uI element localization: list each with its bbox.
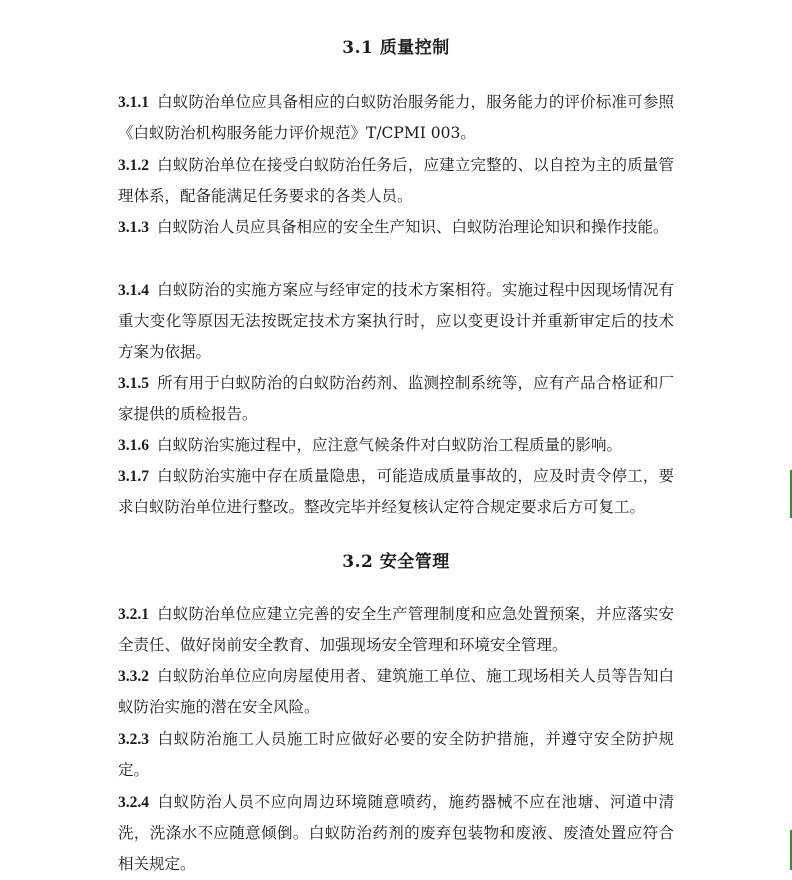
clause-text: 白蚁防治实施中存在质量隐患，可能造成质量事故的，应及时责令停工，要求白蚁防治单位进行整改。整改完毕并经复核认定符合规定要求后方可复工。 — [118, 467, 674, 516]
clause-3-1-4 — [118, 275, 674, 368]
clause-number: 3.2.1 — [118, 606, 149, 623]
clause-3-2-4 — [118, 787, 674, 880]
clause-text: 白蚁防治实施过程中，应注意气候条件对白蚁防治工程质量的影响。 — [157, 436, 623, 454]
clause-number: 3.1.7 — [118, 468, 149, 485]
clause-number: 3.1.1 — [118, 94, 149, 111]
clause-3-1-6 — [118, 430, 674, 461]
section-title-quality-control: 3.1 质量控制 — [342, 38, 450, 58]
clause-text: 白蚁防治人员应具备相应的安全生产知识、白蚁防治理论知识和操作技能。 — [157, 218, 669, 236]
clause-3-1-7 — [118, 461, 674, 523]
clause-text: 白蚁防治施工人员施工时应做好必要的安全防护措施，并遵守安全防护规定。 — [118, 730, 674, 779]
clause-3-3-2 — [118, 661, 674, 723]
clause-3-1-1 — [118, 87, 674, 149]
clause-3-1-3 — [118, 212, 674, 243]
clause-text: 白蚁防治单位应向房屋使用者、建筑施工单位、施工现场相关人员等告知白蚁防治实施的潜在安全风险。 — [118, 667, 674, 716]
clause-number: 3.1.5 — [118, 375, 149, 392]
clause-3-2-3 — [118, 724, 674, 786]
clause-text: 所有用于白蚁防治的白蚁防治药剂、监测控制系统等，应有产品合格证和厂家提供的质检报告。 — [118, 374, 674, 423]
clause-text: 白蚁防治的实施方案应与经审定的技术方案相符。实施过程中因现场情况有重大变化等原因无法按既定技术方案执行时，应以变更设计并重新审定后的技术方案为依据。 — [118, 281, 674, 361]
clause-text: 白蚁防治单位在接受白蚁防治任务后，应建立完整的、以自控为主的质量管理体系，配备能满足任务要求的各类人员。 — [118, 156, 674, 205]
clause-number: 3.2.3 — [118, 731, 149, 748]
section-title-safety-management: 3.2 安全管理 — [342, 552, 450, 572]
clause-3-1-2 — [118, 150, 674, 212]
clause-text: 白蚁防治人员不应向周边环境随意喷药，施药器械不应在池塘、河道中清洗，洗涤水不应随意倾倒。白蚁防治药剂的废弃包装物和废液、废渣处置应符合相关规定。 — [118, 793, 674, 873]
clause-3-1-5 — [118, 368, 674, 430]
clause-number: 3.3.2 — [118, 668, 149, 685]
clause-number: 3.2.4 — [118, 794, 149, 811]
clause-number: 3.1.6 — [118, 437, 149, 454]
clause-number: 3.1.3 — [118, 219, 149, 236]
clause-number: 3.1.4 — [118, 282, 149, 299]
clause-text: 白蚁防治单位应具备相应的白蚁防治服务能力，服务能力的评价标准可参照《白蚁防治机构服务能力评价规范》T/CPMI 003。 — [118, 93, 674, 142]
clause-text: 白蚁防治单位应建立完善的安全生产管理制度和应急处置预案，并应落实安全责任、做好岗前安全教育、加强现场安全管理和环境安全管理。 — [118, 605, 674, 654]
clause-3-2-1 — [118, 599, 674, 661]
clause-number: 3.1.2 — [118, 157, 149, 174]
